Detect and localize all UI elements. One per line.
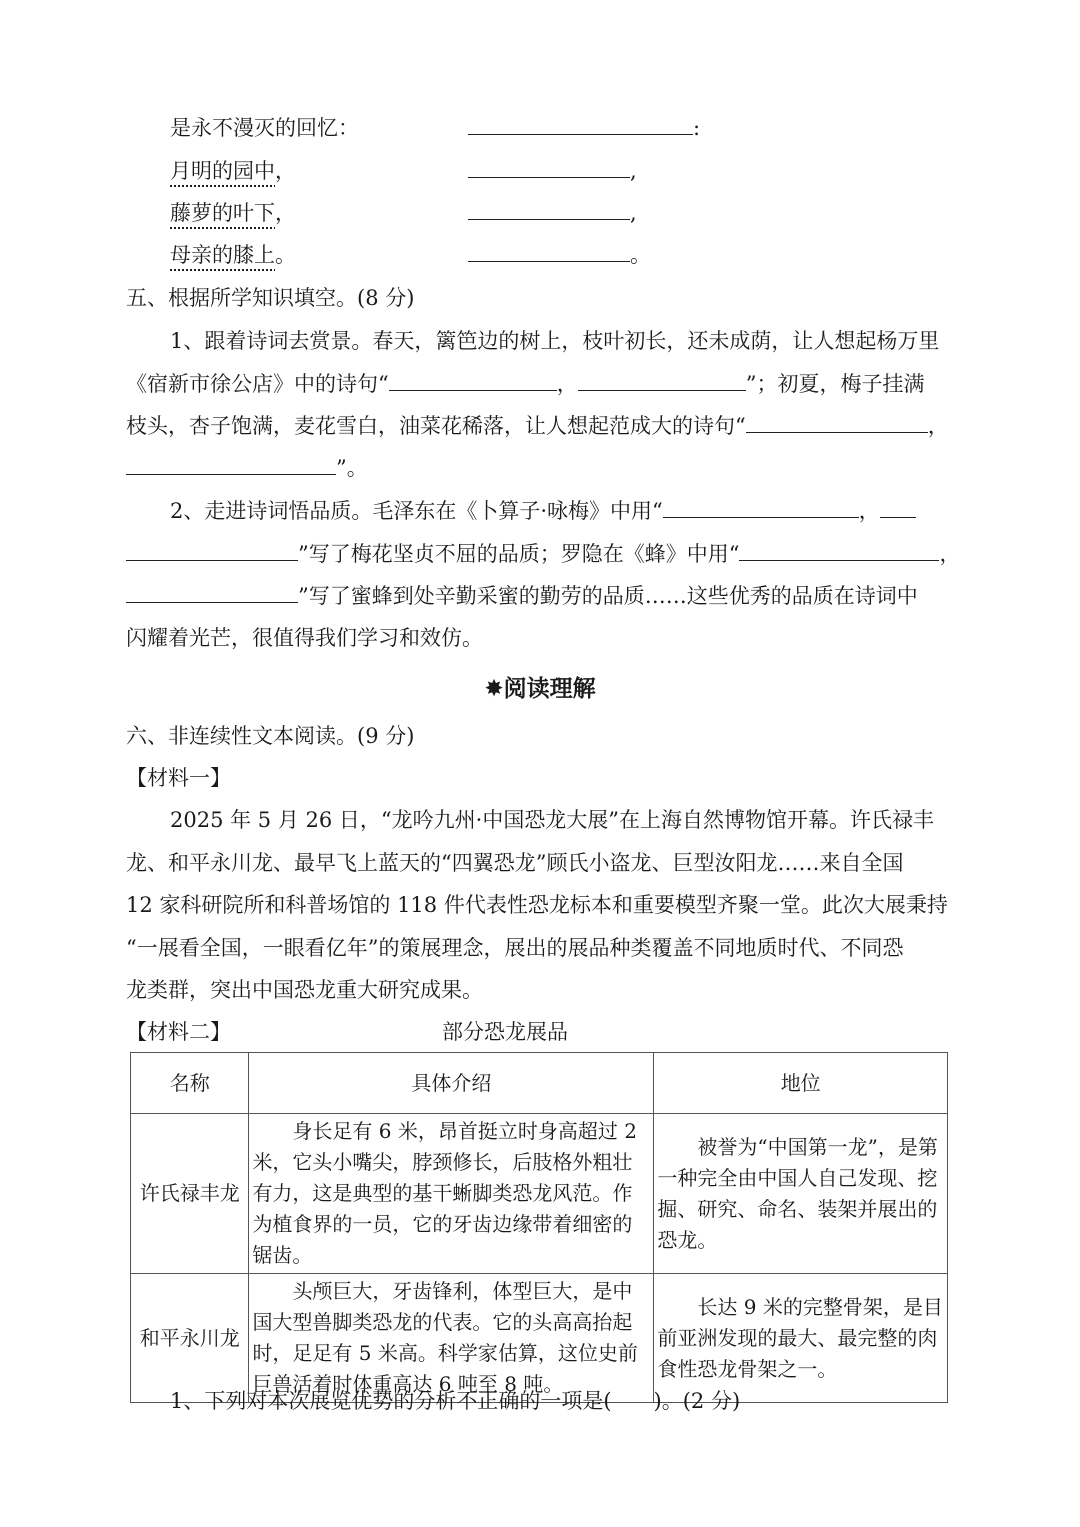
s5-q1-line-a: 1、跟着诗词去赏景。春天，篱笆边的树上，枝叶初长，还未成荫，让人想起杨万里 [170,329,940,353]
s5-q1-blank-2[interactable] [578,368,746,391]
reading-title: ✸阅读理解 [484,676,596,702]
poem-line-2-text: 月明的园中 [170,159,275,183]
m1-line-4: “一展看全国，一眼看亿年”的策展理念，展出的展品种类覆盖不同地质时代、不同恐 [126,936,904,960]
table-header-row [131,1053,948,1114]
table-row [131,1114,948,1274]
s5-q1-blank-3[interactable] [746,410,928,433]
poem-blank-1-punct: : [693,116,701,140]
poem-blank-1[interactable] [468,112,700,140]
s5-q1-b1: 《宿新市徐公店》中的诗句“ [126,372,389,396]
m1-line-2: 龙、和平永川龙、最早飞上蓝天的“四翼恐龙”顾氏小盗龙、巨型汝阳龙……来自全国 [126,851,904,875]
s5-q1-blank-1[interactable] [389,368,557,391]
header-intro: 具体介绍 [249,1053,654,1114]
s5-q2-b1: ”写了梅花坚贞不屈的品质；罗隐在《蜂》中用“ [298,542,740,566]
m1-line-3: 12 家科研院所和科普场馆的 118 件代表性恐龙标本和重要模型齐聚一堂。此次大展秉持 [126,893,948,917]
section-6-title: 六、非连续性文本阅读。(9 分) [126,724,415,748]
poem-blank-2[interactable] [468,155,637,183]
row-2-status: 长达 9 米的完整骨架，是目前亚洲发现的最大、最完整的肉食性恐龙骨架之一。 [654,1274,948,1403]
row-1-status: 被誉为“中国第一龙”，是第一种完全由中国人自己发现、挖掘、研究、命名、装架并展出的恐龙。 [654,1114,948,1274]
s5-q1-blank-4[interactable] [126,452,336,475]
row-2-name: 和平永川龙 [131,1274,249,1403]
s5-q2-line-a [170,495,916,525]
s5-q1-c1: 枝头，杏子饱满，麦花雪白，油菜花稀落，让人想起范成大的诗句“ [126,414,746,438]
row-1-name: 许氏禄丰龙 [131,1114,249,1274]
s5-q2-line-d: 闪耀着光芒，很值得我们学习和效仿。 [126,626,483,650]
poem-line-4-text: 母亲的膝上 [170,243,275,267]
poem-blank-3-punct: , [630,201,637,225]
table-row [131,1274,948,1403]
poem-line-3 [170,197,296,227]
s5-q1-b3: ”；初夏，梅子挂满 [745,372,925,396]
poem-line-2-punct: ， [275,159,296,183]
s5-q2-blank-1[interactable] [663,495,859,518]
poem-line-1-text: 是永不漫灭的回忆 [170,116,338,140]
s6-q1: 1、下列对本次展览优势的分析不正确的一项是( )。(2 分) [170,1389,741,1413]
poem-blank-4-punct: 。 [630,243,651,267]
section-5-title: 五、根据所学知识填空。(8 分) [126,286,415,310]
m1-line-1: 2025 年 5 月 26 日，“龙吟九州·中国恐龙大展”在上海自然博物馆开幕。许氏禄丰 [170,808,935,832]
s5-q2-a1: 2、走进诗词悟品质。毛泽东在《卜算子·咏梅》中用“ [170,499,663,523]
s5-q1-b2: ， [556,372,578,396]
s5-q1-line-b [126,368,925,398]
s5-q2-line-c [126,580,918,610]
row-1-intro: 身长足有 6 米，昂首挺立时身高超过 2 米，它头小嘴尖，脖颈修长，后肢格外粗壮有力，这是典型的基干蜥脚类恐龙风范。作为植食界的一员，它的牙齿边缘带着细密的锯齿。 [249,1114,654,1274]
header-name: 名称 [131,1053,249,1114]
m1-line-5: 龙类群，突出中国恐龙重大研究成果。 [126,978,483,1002]
s5-q2-blank-4[interactable] [126,580,298,603]
s5-q2-c: ”写了蜜蜂到处辛勤采蜜的勤劳的品质……这些优秀的品质在诗词中 [298,584,918,608]
s5-q2-line-b [126,538,960,568]
s5-q2-b2: ， [939,542,961,566]
s5-q2-blank-2b[interactable] [126,538,298,561]
s5-q1-c2: ， [927,414,949,438]
table-title: 部分恐龙展品 [442,1020,568,1044]
poem-line-1 [170,112,359,142]
poem-line-1-colon: ： [338,116,359,140]
s5-q1-line-c [126,410,949,440]
material-2-label: 【材料二】 [126,1020,231,1044]
s5-q2-blank-2a[interactable] [880,495,916,518]
s5-q2-blank-3[interactable] [739,538,939,561]
poem-line-4-punct: 。 [275,243,296,267]
poem-blank-4[interactable] [468,239,651,269]
s5-q2-a2: ， [858,499,880,523]
s5-q1-line-d [126,452,368,482]
s5-q1-d: ”。 [336,456,368,480]
poem-blank-2-punct: , [630,159,637,183]
poem-blank-3[interactable] [468,197,637,225]
poem-line-3-punct: ， [275,201,296,225]
material-1-label: 【材料一】 [126,766,231,790]
header-status: 地位 [654,1053,948,1114]
poem-line-3-text: 藤萝的叶下 [170,201,275,225]
poem-line-2 [170,155,296,185]
poem-line-4 [170,239,296,269]
row-2-intro: 头颅巨大，牙齿锋利，体型巨大，是中国大型兽脚类恐龙的代表。它的头高高抬起时，足足有 5 米高。科学家估算，这位史前巨兽活着时体重高达 6 吨至 8 吨。 [249,1274,654,1403]
dinosaur-table [130,1052,948,1403]
